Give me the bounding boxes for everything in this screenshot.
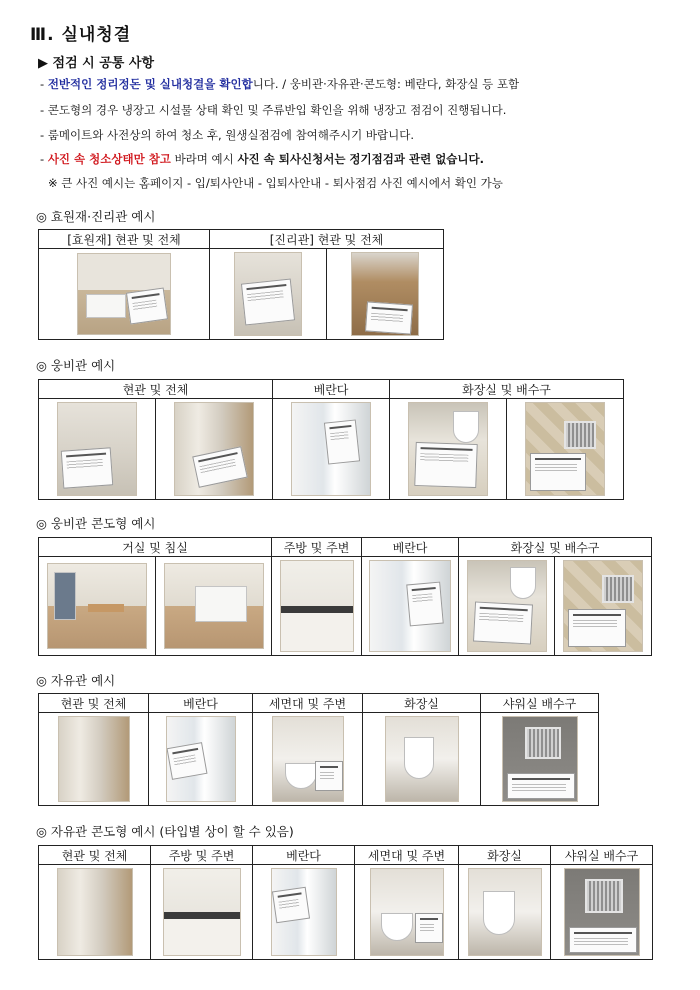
- photo-cell: [362, 557, 459, 656]
- photo-table-jayu: [38, 693, 599, 806]
- photo-cell: [390, 399, 507, 500]
- sink-photo: [370, 868, 444, 956]
- header-jayu-sink: 세면대 및 주변: [253, 694, 363, 713]
- photo-cell: [355, 865, 459, 960]
- photo-cell: [39, 865, 151, 960]
- room-photo: [77, 253, 171, 335]
- bullet-fridge: - 콘도형의 경우 냉장고 시설물 상태 확인 및 주류반입 확인을 위해 냉장고 점검이 진행됩니다.: [40, 103, 507, 117]
- section-title: Ⅲ. 실내청결: [30, 25, 132, 45]
- hallway-photo: [351, 252, 419, 336]
- header-jayu-condo-toilet: 화장실: [459, 846, 551, 865]
- room-photo: [174, 402, 254, 496]
- photo-cell: [39, 713, 149, 806]
- photo-table-woongbi: [38, 379, 624, 500]
- drain-photo: [525, 402, 605, 496]
- bullet-photo-reference: [40, 151, 484, 167]
- photo-table-hyowon-jinri: [38, 229, 444, 340]
- photo-table-woongbi-condo: [38, 537, 652, 656]
- bullet-bold-text: 사진 속 퇴사신청서는 정기점검과 관련 없습니다.: [237, 152, 485, 166]
- shower-drain-photo: [502, 716, 578, 802]
- photo-cell: [459, 557, 555, 656]
- header-condo-veranda: 베란다: [362, 538, 459, 557]
- toilet-photo: [408, 402, 488, 496]
- bullet-highlight: 전반적인 정리정돈 및 실내청결을 확인합: [47, 77, 253, 91]
- section-jayu-condo: ◎ 자유관 콘도형 예시 (타입별 상이 할 수 있음): [36, 824, 294, 839]
- header-jayu-entrance: 현관 및 전체: [39, 694, 149, 713]
- bullet-text: 니다. / 웅비관·자유관·콘도형: 베란다, 화장실 등 포함: [252, 77, 520, 91]
- veranda-photo: [369, 560, 451, 652]
- photo-cell: [253, 865, 355, 960]
- photo-cell: [555, 557, 652, 656]
- bullet-dash: -: [40, 77, 48, 91]
- bedroom-photo: [164, 563, 264, 649]
- header-hyowon-entrance: [효원재] 현관 및 전체: [39, 230, 210, 249]
- photo-cell: [39, 399, 156, 500]
- section-jayu: ◎ 자유관 예시: [36, 673, 116, 688]
- photo-cell: [272, 557, 362, 656]
- photo-cell: [149, 713, 253, 806]
- entrance-photo: [234, 252, 302, 336]
- living-room-photo: [47, 563, 147, 649]
- photo-cell: [39, 557, 156, 656]
- photo-cell: [156, 557, 272, 656]
- header-woongbi-entrance: 현관 및 전체: [39, 380, 273, 399]
- bullet-red-text: 사진 속 청소상태만 참고: [47, 152, 171, 166]
- bullet-text: 바라며 예시: [170, 152, 238, 166]
- toilet-photo: [467, 560, 547, 652]
- note-homepage: ※ 큰 사진 예시는 홈페이지 - 입/퇴사안내 - 입퇴사안내 - 퇴사점검 사진 예시에서 확인 가능: [48, 176, 503, 190]
- photo-cell: [363, 713, 481, 806]
- toilet-photo: [468, 868, 542, 956]
- header-jayu-condo-sink: 세면대 및 주변: [355, 846, 459, 865]
- photo-cell: [253, 713, 363, 806]
- entrance-photo: [57, 402, 137, 496]
- veranda-photo: [291, 402, 371, 496]
- header-condo-bathroom: 화장실 및 배수구: [459, 538, 652, 557]
- drain-photo: [563, 560, 643, 652]
- kitchen-photo: [163, 868, 241, 956]
- photo-cell: [481, 713, 599, 806]
- photo-cell: [156, 399, 273, 500]
- header-condo-kitchen: 주방 및 주변: [272, 538, 362, 557]
- header-jayu-veranda: 베란다: [149, 694, 253, 713]
- header-jayu-condo-shower: 샤워실 배수구: [551, 846, 653, 865]
- sink-photo: [272, 716, 344, 802]
- section-woongbi: ◎ 웅비관 예시: [36, 358, 116, 373]
- header-jayu-condo-veranda: 베란다: [253, 846, 355, 865]
- header-jayu-toilet: 화장실: [363, 694, 481, 713]
- bullet-cleanliness: [40, 76, 519, 92]
- photo-cell: [327, 249, 444, 340]
- photo-cell: [551, 865, 653, 960]
- entrance-photo: [58, 716, 130, 802]
- header-jayu-shower: 샤워실 배수구: [481, 694, 599, 713]
- header-condo-living: 거실 및 침실: [39, 538, 272, 557]
- toilet-photo: [385, 716, 459, 802]
- common-items-heading: ▶ 점검 시 공통 사항: [38, 56, 155, 71]
- section-woongbi-condo: ◎ 웅비관 콘도형 예시: [36, 516, 156, 531]
- photo-cell: [39, 249, 210, 340]
- kitchen-photo: [280, 560, 354, 652]
- photo-cell: [151, 865, 253, 960]
- entrance-photo: [57, 868, 133, 956]
- photo-cell: [507, 399, 624, 500]
- header-woongbi-bathroom: 화장실 및 배수구: [390, 380, 624, 399]
- veranda-photo: [166, 716, 236, 802]
- veranda-photo: [271, 868, 337, 956]
- section-hyowon-jinri: ◎ 효원재·진리관 예시: [36, 209, 156, 224]
- header-jinri-entrance: [진리관] 현관 및 전체: [210, 230, 444, 249]
- bullet-dash: -: [40, 152, 48, 166]
- photo-cell: [459, 865, 551, 960]
- shower-drain-photo: [564, 868, 640, 956]
- header-jayu-condo-entrance: 현관 및 전체: [39, 846, 151, 865]
- header-jayu-condo-kitchen: 주방 및 주변: [151, 846, 253, 865]
- photo-table-jayu-condo: [38, 845, 653, 960]
- header-woongbi-veranda: 베란다: [273, 380, 390, 399]
- photo-cell: [210, 249, 327, 340]
- bullet-roommate: - 룸메이트와 사전상의 하여 청소 후, 원생실점검에 참여해주시기 바랍니다.: [40, 128, 414, 142]
- photo-cell: [273, 399, 390, 500]
